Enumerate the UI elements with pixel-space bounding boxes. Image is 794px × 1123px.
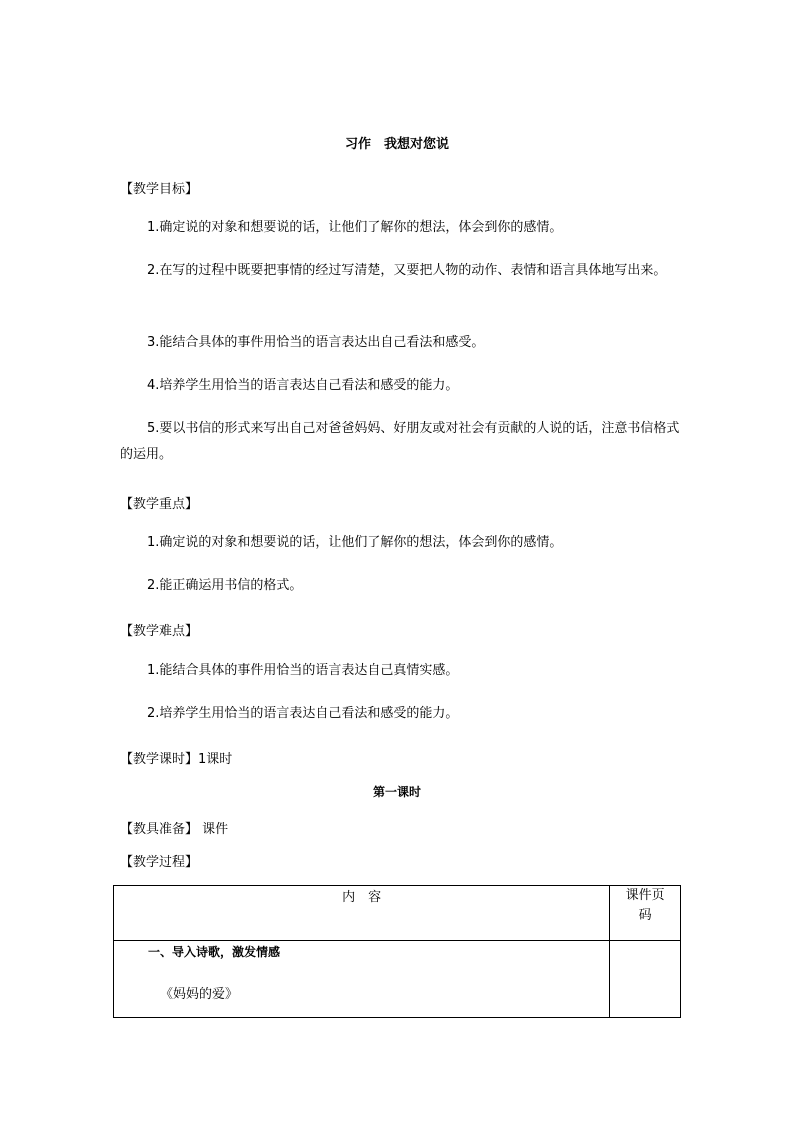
key-point-item-2 [120, 573, 680, 599]
document-title: 习作 我想对您说 [344, 137, 449, 152]
materials-line: 【教具准备】 课件 [120, 822, 229, 837]
key-points-heading: 【教学重点】 [120, 497, 199, 512]
key-point-item-1 [120, 530, 680, 556]
header-page-line-1: 课件页 [625, 888, 665, 903]
objectives-heading: 【教学目标】 [120, 182, 199, 197]
objective-item-1-text: 1.确定说的对象和想要说的话，让他们了解你的想法，体会到你的感情。 [147, 220, 563, 235]
objective-item-3 [120, 330, 680, 356]
objective-item-4 [120, 373, 680, 399]
process-heading: 【教学过程】 [120, 855, 199, 870]
header-page-number [610, 886, 681, 941]
objective-item-5 [120, 416, 680, 468]
objective-item-1 [120, 215, 680, 241]
table-header-row [114, 886, 681, 941]
objective-item-5-text: 5.要以书信的形式来写出自己对爸爸妈妈、好朋友或对社会有贡献的人说的话，注意书信格式的运用。 [120, 421, 680, 462]
header-page-line-2: 码 [638, 908, 652, 923]
step-1-content-cell [114, 941, 610, 1018]
objective-item-2-text: 2.在写的过程中既要把事情的经过写清楚，又要把人物的动作、表情和语言具体地写出来。 [147, 263, 667, 278]
difficulty-item-2-text: 2.培养学生用恰当的语言表达自己看法和感受的能力。 [147, 706, 459, 721]
objective-item-4-text: 4.培养学生用恰当的语言表达自己看法和感受的能力。 [147, 378, 459, 393]
header-content: 内 容 [114, 886, 610, 941]
class-hours-line: 【教学课时】1课时 [120, 752, 233, 767]
step-1-page-cell [610, 941, 681, 1018]
step-1-poem: 《妈妈的爱》 [160, 987, 239, 1002]
difficulty-item-1-text: 1.能结合具体的事件用恰当的语言表达自己真情实感。 [147, 663, 459, 678]
objective-item-2 [120, 258, 680, 284]
difficulties-heading: 【教学难点】 [120, 624, 199, 639]
difficulty-item-1 [120, 658, 680, 684]
lesson-title: 第一课时 [372, 785, 421, 799]
table-row [114, 941, 681, 1018]
teaching-process-table [113, 885, 681, 1018]
key-point-item-1-text: 1.确定说的对象和想要说的话，让他们了解你的想法，体会到你的感情。 [147, 535, 563, 550]
objective-item-3-text: 3.能结合具体的事件用恰当的语言表达出自己看法和感受。 [147, 335, 485, 350]
step-1-title: 一、导入诗歌，激发情感 [148, 945, 281, 959]
key-point-item-2-text: 2.能正确运用书信的格式。 [147, 578, 303, 593]
difficulty-item-2 [120, 701, 680, 727]
